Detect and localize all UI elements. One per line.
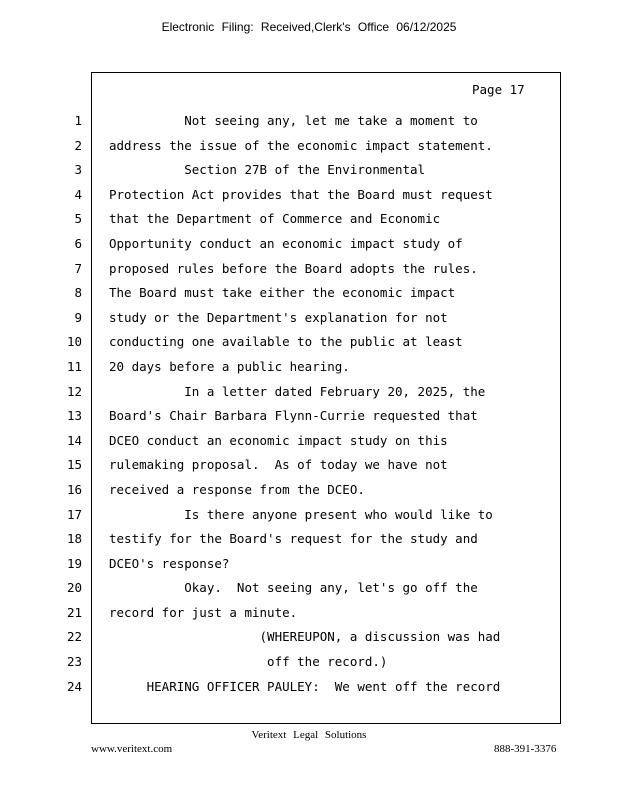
transcript-line: Board's Chair Barbara Flynn-Currie requested that	[109, 408, 478, 424]
line-number: 6	[74, 235, 82, 251]
transcript-line: DCEO conduct an economic impact study on this	[109, 432, 448, 448]
line-number: 15	[66, 457, 82, 473]
line-number: 2	[74, 137, 82, 153]
line-number: 12	[66, 383, 82, 399]
line-number: 17	[66, 506, 82, 522]
transcript-line: Protection Act provides that the Board must request	[109, 186, 493, 202]
transcript-line: 20 days before a public hearing.	[109, 358, 350, 374]
line-number: 16	[66, 481, 82, 497]
footer-phone: 888-391-3376	[494, 743, 557, 755]
line-number: 23	[66, 654, 82, 670]
transcript-line: conducting one available to the public at least	[109, 334, 463, 350]
transcript-line: Okay. Not seeing any, let's go off the	[109, 580, 478, 596]
filing-stamp-header: Electronic Filing: Received,Clerk's Office 06/12/2025	[161, 20, 457, 34]
line-number: 22	[66, 629, 82, 645]
transcript-line: In a letter dated February 20, 2025, the	[109, 383, 486, 399]
transcript-line: Opportunity conduct an economic impact study of	[109, 235, 463, 251]
transcript-line: off the record.)	[109, 654, 388, 670]
transcript-line: HEARING OFFICER PAULEY: We went off the record	[109, 678, 501, 694]
line-number: 20	[66, 580, 82, 596]
line-number: 18	[66, 531, 82, 547]
transcript-line: (WHEREUPON, a discussion was had	[109, 629, 501, 645]
transcript-line: record for just a minute.	[109, 604, 298, 620]
transcript-line: address the issue of the economic impact statement.	[109, 137, 493, 153]
transcript-line: testify for the Board's request for the study and	[109, 531, 478, 547]
line-number: 3	[74, 162, 82, 178]
transcript-line: rulemaking proposal. As of today we have not	[109, 457, 448, 473]
transcript-line: received a response from the DCEO.	[109, 481, 365, 497]
transcript-line: The Board must take either the economic impact	[109, 285, 456, 301]
line-number: 7	[74, 260, 82, 276]
line-number: 8	[74, 285, 82, 301]
transcript-line: proposed rules before the Board adopts the rules.	[109, 260, 478, 276]
transcript-line: Not seeing any, let me take a moment to	[109, 113, 478, 128]
line-number: 14	[66, 432, 82, 448]
line-number: 24	[66, 678, 82, 694]
transcript-text	[109, 112, 549, 702]
line-number: 19	[66, 555, 82, 571]
line-number-column	[60, 112, 82, 702]
line-number: 9	[74, 309, 82, 325]
page-number: Page 17	[472, 82, 525, 97]
transcript-line: Is there anyone present who would like to	[109, 506, 493, 522]
transcript-line: DCEO's response?	[109, 555, 230, 571]
line-number: 4	[74, 186, 82, 202]
transcript-line: study or the Department's explanation for not	[109, 309, 448, 325]
transcript-line: Section 27B of the Environmental	[109, 162, 426, 178]
line-number: 21	[66, 604, 82, 620]
transcript-line: that the Department of Commerce and Economic	[109, 211, 441, 227]
line-number: 13	[66, 408, 82, 424]
line-number: 10	[66, 334, 82, 350]
footer-company: Veritext Legal Solutions	[251, 729, 367, 741]
footer-website: www.veritext.com	[91, 743, 173, 755]
line-number: 11	[66, 358, 82, 374]
line-number: 5	[74, 211, 82, 227]
line-number: 1	[74, 113, 82, 128]
